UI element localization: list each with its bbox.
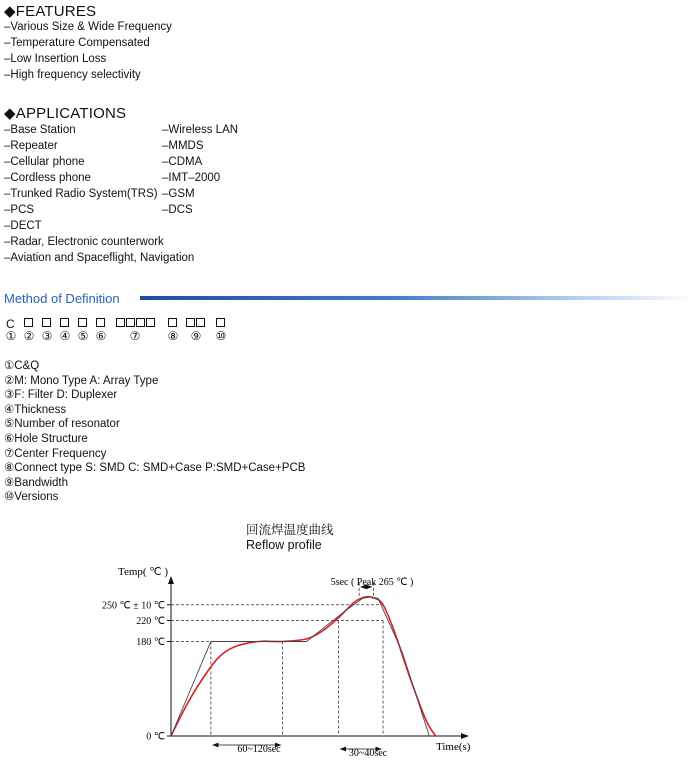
code-number: ④ (59, 329, 71, 343)
code-box (146, 318, 155, 327)
reflow-annotation: 30~40sec (348, 748, 388, 759)
code-number: ⑦ (129, 329, 141, 343)
features-heading: ◆FEATURES (4, 3, 97, 20)
method-legend (4, 359, 305, 505)
code-numbers (0, 329, 700, 345)
applications-item: –Base Station (4, 124, 76, 136)
code-number: ⑨ (190, 329, 202, 343)
applications-right-list (162, 122, 238, 218)
chart-title-en: Reflow profile (246, 538, 322, 552)
code-box (60, 318, 69, 327)
method-title-bar (140, 296, 696, 300)
reflow-curve-reference (171, 597, 429, 736)
features-list (4, 19, 172, 83)
code-box (24, 318, 33, 327)
applications-item: –DECT (4, 220, 42, 232)
y-tick-label: 0 ℃ (146, 731, 165, 743)
code-box (116, 318, 125, 327)
legend-item: ⑧Connect type S: SMD C: SMD+Case P:SMD+Case+PCB (4, 462, 306, 475)
legend-item: ⑨Bandwidth (4, 476, 69, 489)
legend-item: ④Thickness (4, 403, 67, 416)
code-number: ⑧ (167, 329, 179, 343)
code-number: ⑩ (215, 329, 227, 343)
code-box (96, 318, 105, 327)
y-tick-label: 250 ℃ ± 10 ℃ (102, 600, 165, 612)
legend-item: ⑩Versions (4, 491, 59, 504)
chart-title-cn: 回流焊温度曲线 (246, 523, 334, 537)
code-number: ② (23, 329, 35, 343)
features-item: –High frequency selectivity (4, 69, 141, 81)
applications-item: –DCS (162, 204, 193, 216)
applications-heading: ◆APPLICATIONS (4, 105, 127, 122)
code-box (126, 318, 135, 327)
code-box (136, 318, 145, 327)
applications-item: –CDMA (162, 156, 203, 168)
legend-item: ①C&Q (4, 360, 40, 372)
legend-item: ⑤Number of resonator (4, 418, 120, 431)
applications-item: –Trunked Radio System(TRS) (4, 188, 158, 200)
applications-item: –Cellular phone (4, 156, 85, 168)
features-item: –Various Size & Wide Frequency (4, 21, 172, 33)
code-number: ⑤ (77, 329, 89, 343)
diamond-icon: ◆ (4, 3, 16, 20)
applications-item: –PCS (4, 204, 35, 216)
code-box (78, 318, 87, 327)
legend-item: ⑦Center Frequency (4, 447, 107, 460)
code-number: ① (5, 329, 17, 343)
applications-item: –IMT–2000 (162, 172, 221, 184)
applications-item: –MMDS (162, 140, 204, 152)
code-box (186, 318, 195, 327)
preheat-annotation: 60~120sec (237, 744, 281, 755)
applications-item: –Repeater (4, 140, 58, 152)
code-box (42, 318, 51, 327)
applications-item: –GSM (162, 188, 195, 200)
legend-item: ②M: Mono Type A: Array Type (4, 374, 159, 387)
code-box (196, 318, 205, 327)
reflow-chart (0, 555, 700, 761)
code-box (216, 318, 225, 327)
features-item: –Low Insertion Loss (4, 53, 107, 65)
method-title: Method of Definition (4, 291, 120, 306)
peak-annotation: 5sec ( Peak 265 ℃ ) (330, 577, 414, 588)
y-tick-label: 180 ℃ (136, 637, 165, 648)
code-letter: C (6, 317, 15, 331)
applications-item: –Aviation and Spaceflight, Navigation (4, 252, 195, 264)
code-number: ③ (41, 329, 53, 343)
code-box (168, 318, 177, 327)
features-item: –Temperature Compensated (4, 37, 150, 49)
reflow-curve-red (171, 597, 436, 736)
applications-item: –Cordless phone (4, 172, 91, 184)
diamond-icon: ◆ (4, 105, 16, 122)
chart-dynamic (102, 577, 468, 749)
applications-item: –Wireless LAN (162, 124, 239, 136)
y-tick-label: 220 ℃ (136, 616, 165, 627)
applications-item: –Radar, Electronic counterwork (4, 236, 164, 248)
code-number: ⑥ (95, 329, 107, 343)
x-axis-label: Time(s) (436, 741, 471, 753)
legend-item: ⑥Hole Structure (4, 432, 88, 445)
legend-item: ③F: Filter D: Duplexer (4, 389, 118, 402)
y-axis-label: Temp( ℃ ) (118, 566, 169, 578)
